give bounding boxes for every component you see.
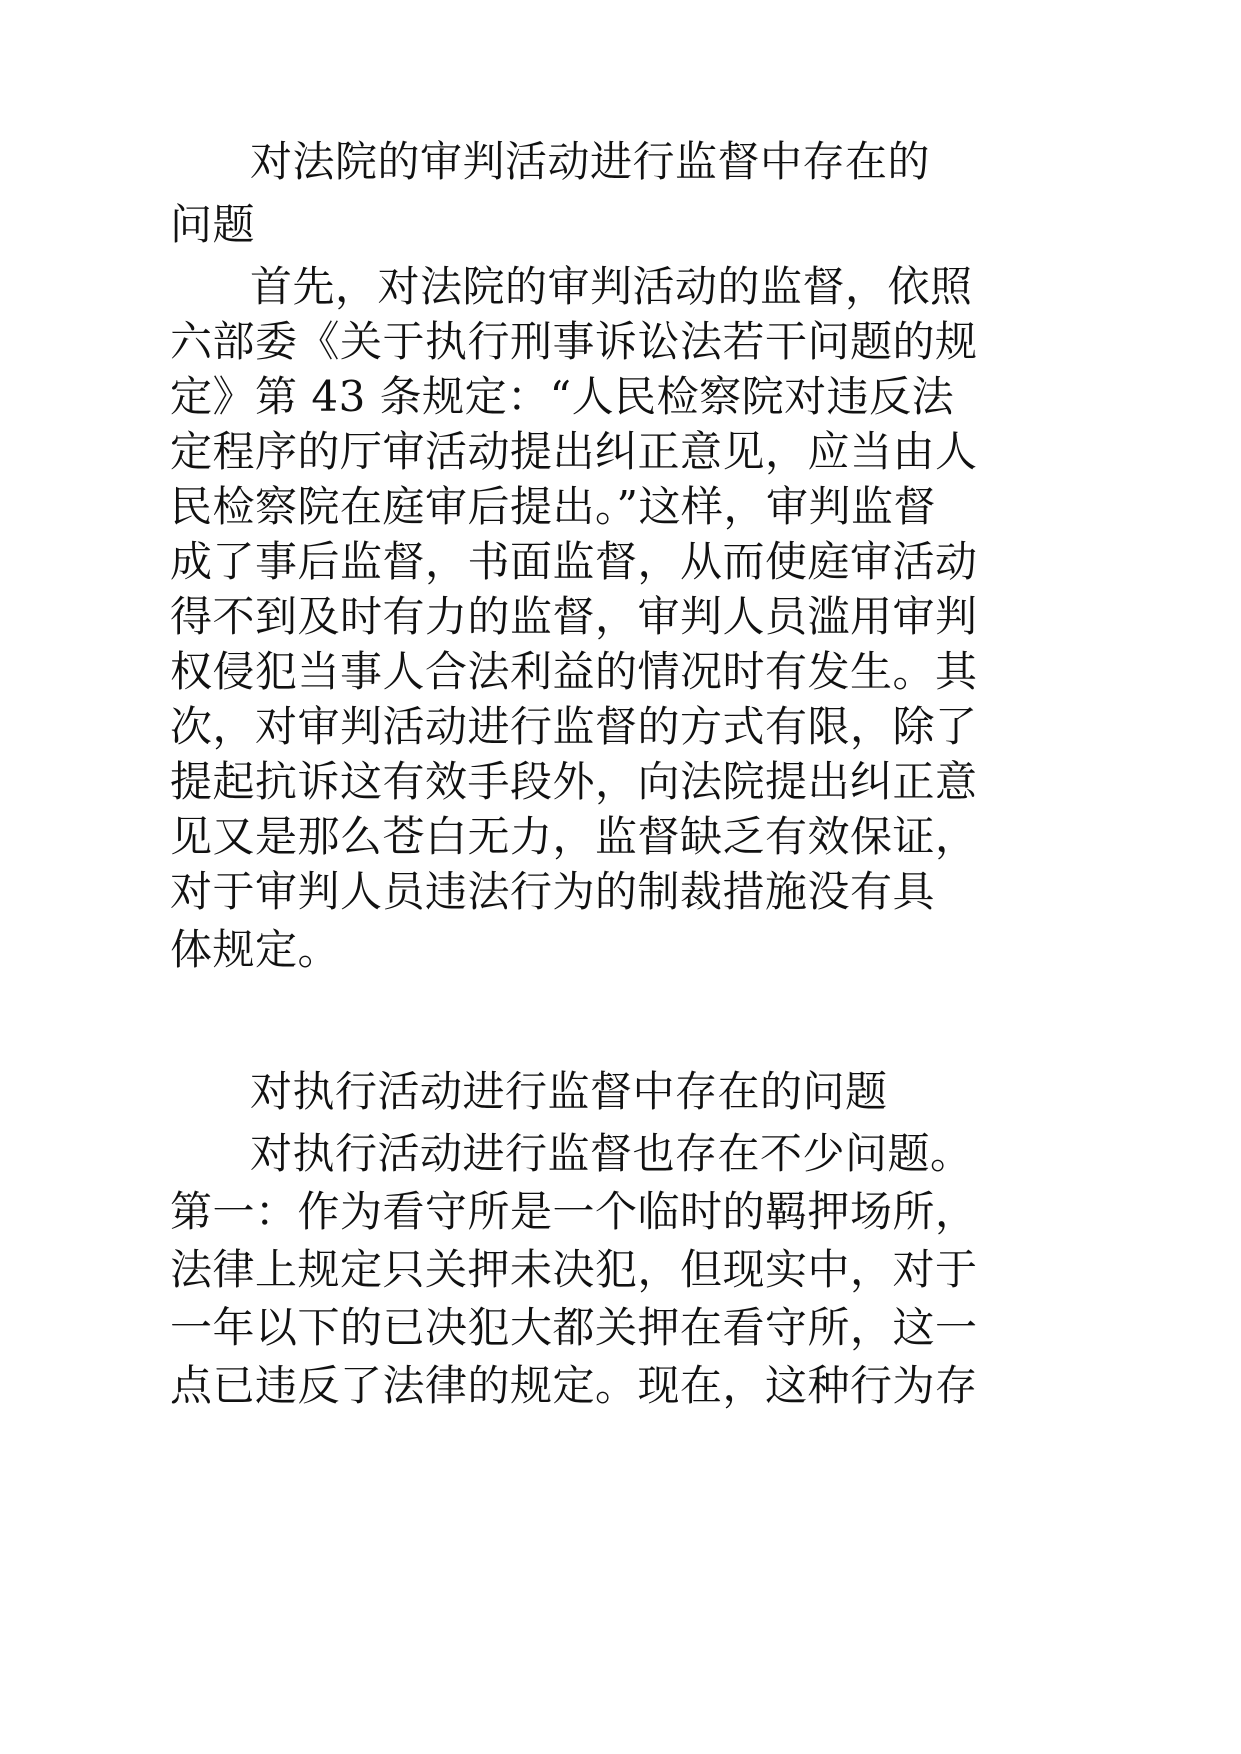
section1-body-line-9: 次，对审判活动进行监督的方式有限，除了 <box>170 702 978 751</box>
section2-body-line-2: 第一：作为看守所是一个临时的羁押场所， <box>170 1187 978 1236</box>
section1-body-line-7: 得不到及时有力的监督，审判人员滥用审判 <box>170 592 978 641</box>
section2-body-line-1: 对执行活动进行监督也存在不少问题。 <box>250 1129 973 1178</box>
section1-body-line-6: 成了事后监督，书面监督，从而使庭审活动 <box>170 537 978 586</box>
section2-body-line-5: 点已违反了法律的规定。现在，这种行为存 <box>170 1361 978 1410</box>
section1-body-line-13: 体规定。 <box>170 925 341 974</box>
section1-body-line-5: 民检察院在庭审后提出。”这样，审判监督 <box>170 482 936 531</box>
section2-body-line-3: 法律上规定只关押未决犯，但现实中，对于 <box>170 1245 978 1294</box>
section2-body-line-4: 一年以下的已决犯大都关押在看守所，这一 <box>170 1303 978 1352</box>
section1-body-line-10: 提起抗诉这有效手段外，向法院提出纠正意 <box>170 757 978 806</box>
section1-body-line-8: 权侵犯当事人合法利益的情况时有发生。其 <box>170 647 978 696</box>
section1-body-line-1: 首先，对法院的审判活动的监督，依照 <box>250 262 973 311</box>
section1-body-line-4: 定程序的厅审活动提出纠正意见，应当由人 <box>170 427 978 476</box>
section1-heading-line-1: 对法院的审判活动进行监督中存在的 <box>250 137 931 186</box>
section1-body-line-2: 六部委《关于执行刑事诉讼法若干问题的规 <box>170 317 978 366</box>
section1-heading-line-2: 问题 <box>170 200 256 249</box>
section1-body-line-11: 见又是那么苍白无力，监督缺乏有效保证， <box>170 812 978 861</box>
section1-body-line-3: 定》第 43 条规定：“人民检察院对违反法 <box>170 372 955 421</box>
section1-body-line-12: 对于审判人员违法行为的制裁措施没有具 <box>170 867 936 916</box>
section2-heading-line-1: 对执行活动进行监督中存在的问题 <box>250 1067 888 1116</box>
